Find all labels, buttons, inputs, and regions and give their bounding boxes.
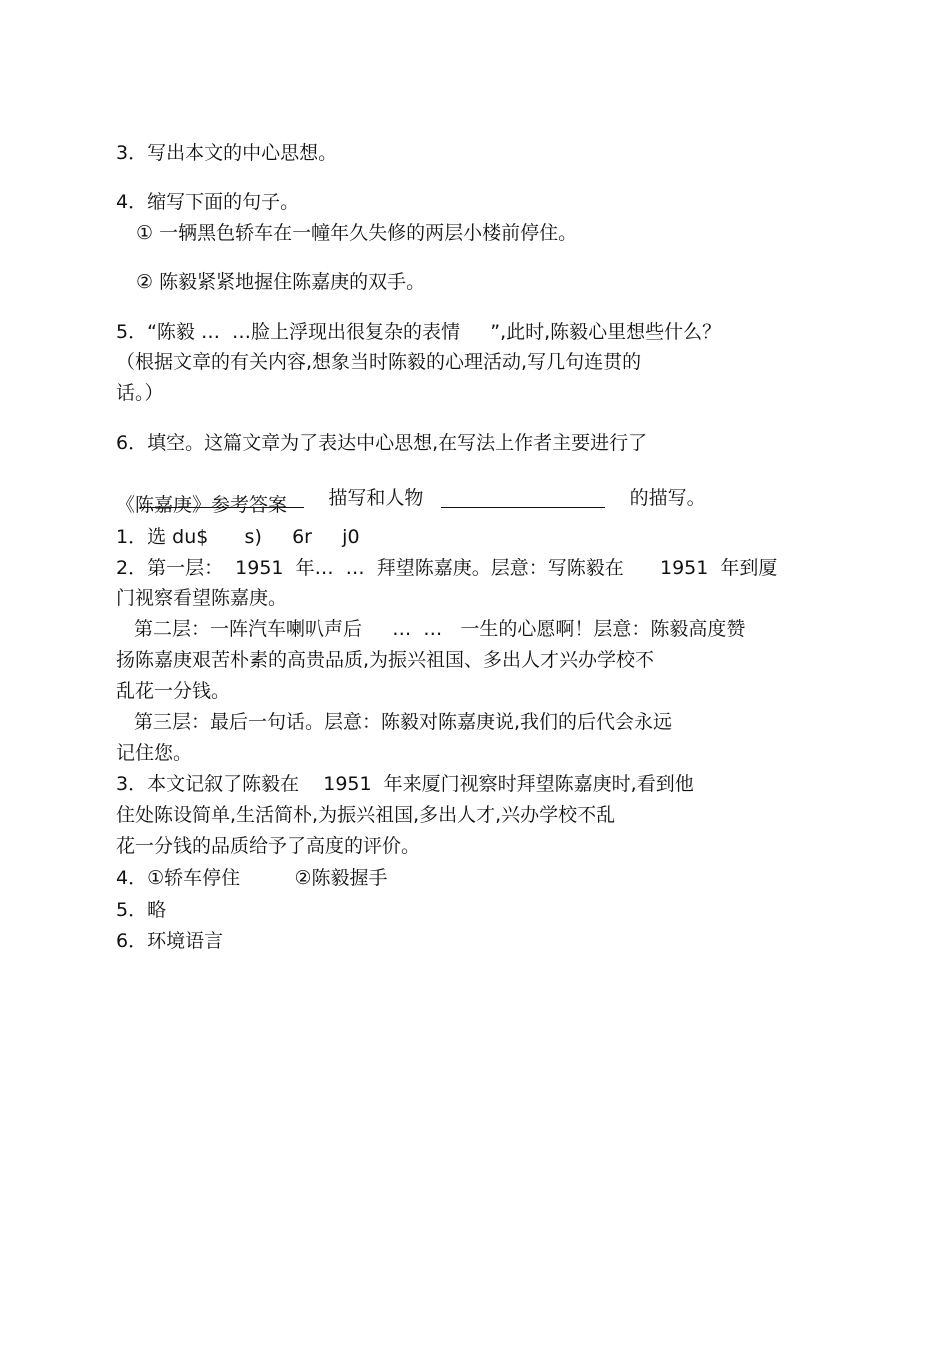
fill-blank-2[interactable] <box>441 487 605 508</box>
answer-1: 1．选 du$ s) 6r j0 <box>116 526 360 548</box>
question-6-mid-text: 描写和人物 <box>328 487 424 509</box>
answer-2-line-3: 第二层：一阵汽车喇叭声后 … … 一生的心愿啊！层意：陈毅高度赞 <box>134 618 746 640</box>
question-3: 3．写出本文的中心思想。 <box>116 142 338 164</box>
answer-6: 6．环境语言 <box>116 930 224 952</box>
question-6-end-text: 的描写。 <box>629 487 706 509</box>
answer-2-line-7: 记住您。 <box>116 742 193 764</box>
answer-4: 4．①轿车停住 ②陈毅握手 <box>116 867 388 889</box>
answer-2-line-6: 第三层：最后一句话。层意：陈毅对陈嘉庚说,我们的后代会永远 <box>134 711 673 733</box>
answer-3-line-2: 住处陈设简单,生活简朴,为振兴祖国,多出人才,兴办学校不乱 <box>116 804 616 826</box>
answer-2-line-5: 乱花一分钱。 <box>116 680 231 702</box>
question-4-sentence-2: ② 陈毅紧紧地握住陈嘉庚的双手。 <box>136 271 426 293</box>
question-5-line-3: 话。） <box>116 382 164 404</box>
answer-3-line-1: 3．本文记叙了陈毅在 1951 年来厦门视察时拜望陈嘉庚时,看到他 <box>116 773 694 795</box>
question-4: 4．缩写下面的句子。 <box>116 191 300 213</box>
answer-2-line-2: 门视察看望陈嘉庚。 <box>116 587 288 609</box>
answer-5: 5．略 <box>116 899 167 921</box>
answers-title: 《陈嘉庚》参考答案 <box>116 494 288 516</box>
question-5-line-1: 5．“陈毅 … …脸上浮现出很复杂的表情 ”,此时,陈毅心里想些什么？ <box>116 321 722 343</box>
answer-2-line-4: 扬陈嘉庚艰苦朴素的高贵品质,为振兴祖国、多出人才兴办学校不 <box>116 649 655 671</box>
question-6-line-1: 6．填空。这篇文章为了表达中心思想,在写法上作者主要进行了 <box>116 432 648 454</box>
question-4-sentence-1: ① 一辆黑色轿车在一幢年久失修的两层小楼前停住。 <box>136 222 578 244</box>
answer-2-line-1: 2．第一层： 1951 年… … 拜望陈嘉庚。层意：写陈毅在 1951 年到厦 <box>116 557 778 579</box>
answer-3-line-3: 花一分钱的品质给予了高度的评价。 <box>116 835 421 857</box>
question-5-line-2: （根据文章的有关内容,想象当时陈毅的心理活动,写几句连贯的 <box>116 351 642 373</box>
